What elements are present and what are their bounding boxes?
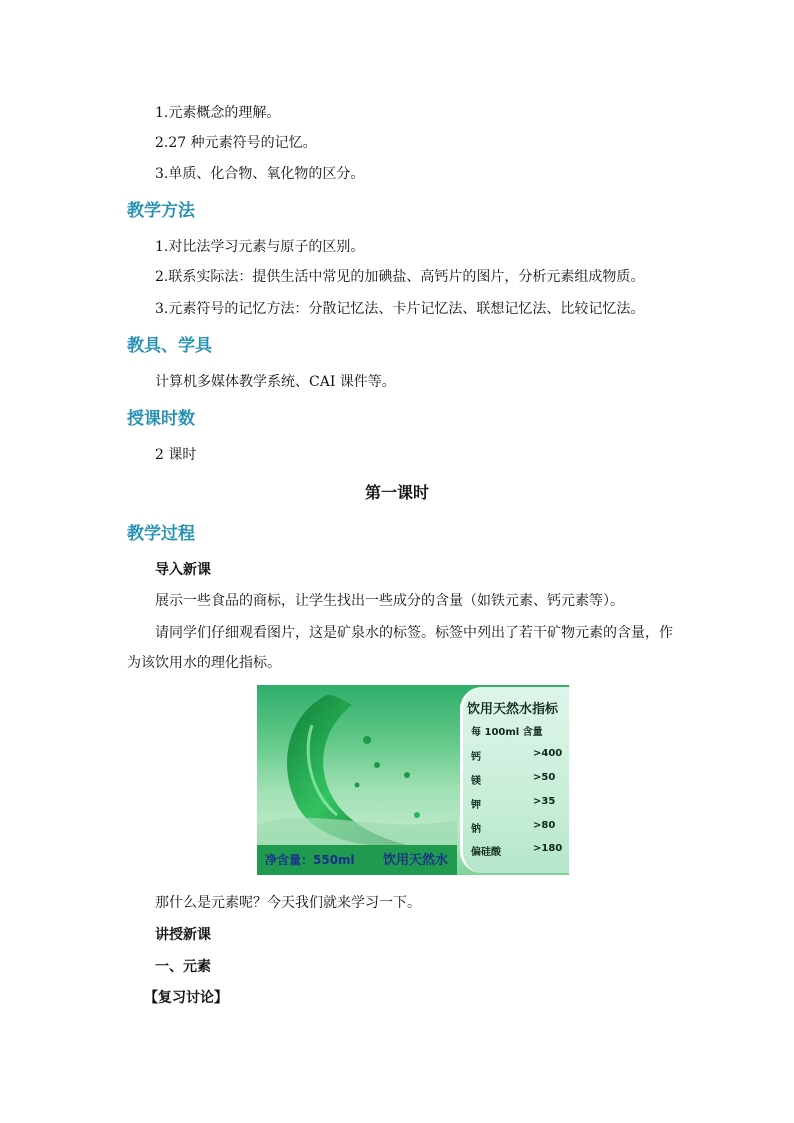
section-one-heading: 一、元素	[155, 959, 211, 975]
hours-heading: 授课时数	[127, 409, 195, 429]
tools-heading: 教具、学具	[127, 336, 212, 356]
mineral-value: >400	[533, 748, 563, 759]
review-discussion-label: 【复习讨论】	[144, 990, 228, 1006]
focus-item-1: 1.元素概念的理解。	[155, 105, 281, 121]
question-text: 那什么是元素呢？今天我们就来学习一下。	[155, 895, 421, 911]
mineral-value: >80	[533, 820, 556, 831]
methods-item-2: 2.联系实际法：提供生活中常见的加碘盐、高钙片的图片，分析元素组成物质。	[155, 269, 645, 285]
mineral-value: >35	[533, 796, 556, 807]
hours-text: 2 课时	[155, 447, 197, 463]
focus-item-3: 3.单质、化合物、氧化物的区分。	[155, 166, 365, 182]
new-lesson-label: 讲授新课	[155, 927, 211, 943]
methods-heading: 教学方法	[127, 201, 195, 221]
mineral-name: 偏硅酸	[471, 847, 501, 858]
intro-paragraph-1: 展示一些食品的商标，让学生找出一些成分的含量（如铁元素、钙元素等）。	[155, 593, 624, 609]
intro-paragraph-2-line-1: 请同学们仔细观看图片，这是矿泉水的标签。标签中列出了若干矿物元素的含量，作	[155, 625, 673, 641]
lesson-title: 第一课时	[364, 483, 429, 502]
mineral-value: >180	[533, 843, 563, 854]
process-heading: 教学过程	[127, 524, 195, 544]
net-content: 净含量：550ml	[265, 853, 355, 867]
mineral-name: 钠	[471, 824, 481, 835]
mineral-value: >50	[533, 772, 556, 783]
panel-title: 饮用天然水指标	[467, 702, 559, 717]
tools-text: 计算机多媒体教学系统、CAI 课件等。	[155, 374, 396, 390]
intro-label: 导入新课	[155, 562, 211, 578]
brand-name: 饮用天然水	[383, 853, 449, 868]
intro-paragraph-2-line-2: 为该饮用水的理化指标。	[127, 655, 281, 671]
mineral-water-label-image	[257, 685, 569, 875]
methods-item-1: 1.对比法学习元素与原子的区别。	[155, 239, 365, 255]
focus-item-2: 2.27 种元素符号的记忆。	[155, 135, 317, 151]
mineral-name: 镁	[471, 776, 481, 787]
panel-subtitle: 每 100ml 含量	[471, 727, 543, 738]
methods-item-3: 3.元素符号的记忆方法：分散记忆法、卡片记忆法、联想记忆法、比较记忆法。	[155, 301, 645, 317]
mineral-name: 钙	[471, 752, 481, 763]
mineral-name: 钾	[471, 800, 481, 811]
